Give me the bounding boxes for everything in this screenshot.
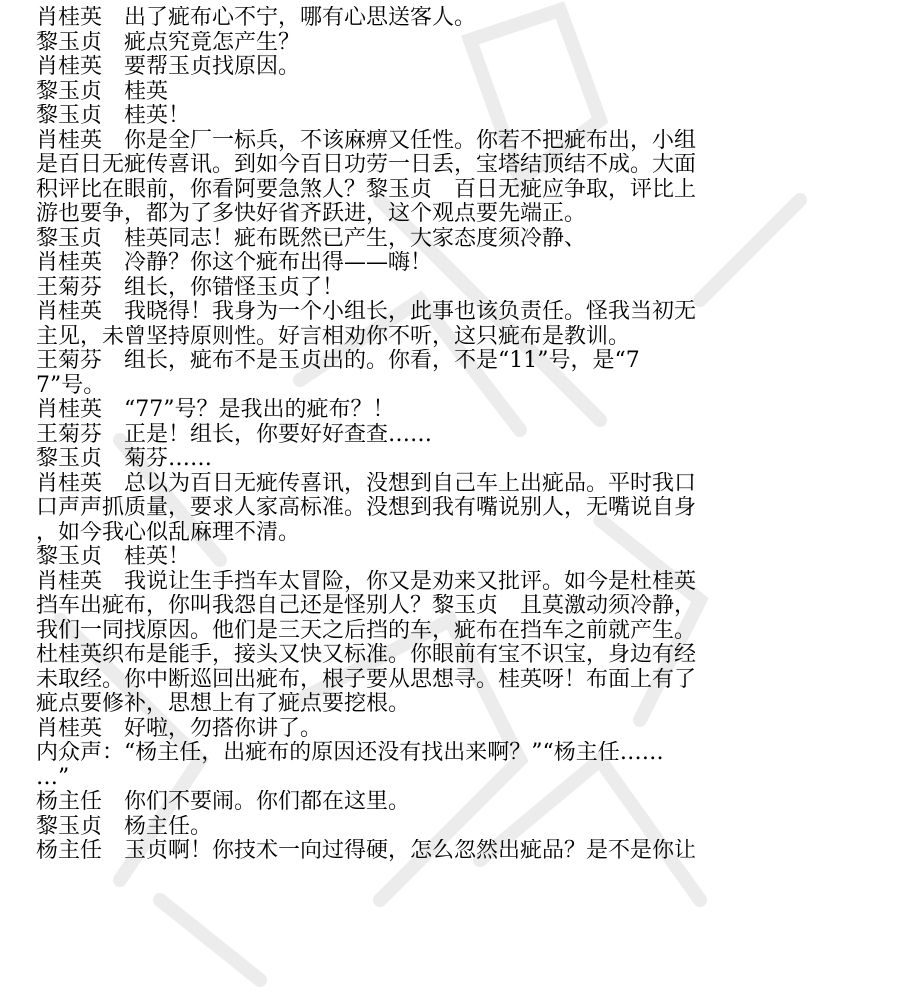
text-line: 王菊芬 组长，疵布不是玉贞出的。你看，不是“11”号，是“7: [36, 349, 640, 373]
text-line: 肖桂英 你是全厂一标兵，不该麻痹又任性。你若不把疵布出，小组: [36, 128, 697, 153]
text-line: 黎玉贞 桂英同志！疵布既然已产生，大家态度须冷静、: [36, 226, 587, 251]
text-line: 未取经。你中断巡回出疵布，根子要从思想寻。桂英呀！布面上有了: [36, 667, 697, 692]
text-line: 疵点要修补，思想上有了疵点要挖根。: [36, 692, 411, 716]
text-line: 黎玉贞 菊芬……: [36, 447, 213, 471]
text-line: 游也要争，都为了多快好省齐跃进，这个观点要先端正。: [36, 202, 587, 226]
text-line: 黎玉贞 桂英！: [36, 104, 191, 128]
text-line: 我们一同找原因。他们是三天之后挡的车，疵布在挡车之前就产生。: [36, 618, 697, 643]
text-line: 肖桂英 总以为百日无疵传喜讯，没想到自己车上出疵品。平时我口: [36, 471, 697, 496]
text-line: 黎玉贞 杨主任。: [36, 814, 213, 839]
text-line: 王菊芬 组长，你错怪玉贞了！: [36, 275, 345, 300]
text-line: 肖桂英 我说让生手挡车太冒险，你又是劝来又批评。如今是杜桂英: [36, 569, 697, 594]
text-line: 口声声抓质量，要求人家高标准。没想到我有嘴说别人，无嘴说自身: [36, 496, 697, 520]
text-line: 杨主任 玉贞啊！你技术一向过得硬，怎么忽然出疵品？是不是你让: [36, 839, 697, 863]
text-line: 肖桂英 冷静？你这个疵布出得——嗨！: [36, 251, 433, 275]
text-line: 7”号。: [36, 373, 106, 398]
text-line: 肖桂英 “77”号？是我出的疵布？！: [36, 398, 395, 422]
script-text-page: [36, 6, 882, 864]
text-line: 主见，未曾坚持原则性。好言相劝你不听，这只疵布是教训。: [36, 324, 631, 349]
text-line: 是百日无疵传喜讯。到如今百日功劳一日丢，宝塔结顶结不成。大面: [36, 153, 697, 177]
text-line: …”: [36, 765, 70, 790]
text-line: 王菊芬 正是！组长，你要好好查查……: [36, 422, 433, 447]
text-line: 黎玉贞 桂英: [36, 79, 169, 104]
text-line: 黎玉贞 桂英！: [36, 545, 191, 569]
text-line: 肖桂英 出了疵布心不宁，哪有心思送客人。: [36, 6, 477, 30]
text-line: 积评比在眼前，你看阿要急煞人？黎玉贞 百日无疵应争取，评比上: [36, 177, 697, 202]
text-line: ，如今我心似乱麻理不清。: [36, 520, 301, 545]
text-line: 杨主任 你们不要闹。你们都在这里。: [36, 790, 411, 814]
text-line: 肖桂英 好啦，勿搭你讲了。: [36, 716, 323, 741]
text-line: 内众声：“杨主任，出疵布的原因还没有找出来啊？”“杨主任……: [36, 741, 664, 765]
text-line: 肖桂英 要帮玉贞找原因。: [36, 55, 301, 79]
text-line: 挡车出疵布，你叫我怨自己还是怪别人？黎玉贞 且莫激动须冷静，: [36, 594, 697, 618]
text-line: 黎玉贞 疵点究竟怎产生？: [36, 30, 301, 55]
text-line: 肖桂英 我晓得！我身为一个小组长，此事也该负责任。怪我当初无: [36, 300, 697, 324]
text-line: 杜桂英织布是能手，接头又快又标准。你眼前有宝不识宝，身边有经: [36, 643, 697, 667]
